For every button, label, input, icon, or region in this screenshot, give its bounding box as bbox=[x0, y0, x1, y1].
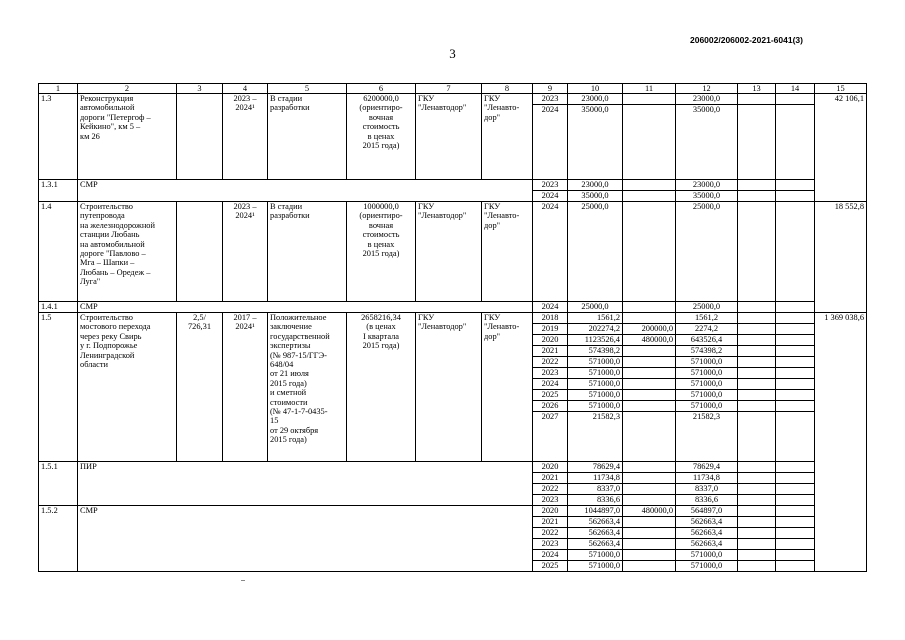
federal-cell bbox=[623, 484, 676, 495]
amount-cell: 574398,2 bbox=[568, 346, 623, 357]
empty-cell bbox=[776, 517, 815, 528]
federal-cell bbox=[623, 202, 676, 302]
table-row bbox=[39, 313, 867, 324]
column-header: 5 bbox=[268, 84, 347, 94]
regional-cell: 571000,0 bbox=[676, 390, 738, 401]
year-cell: 2020 bbox=[533, 462, 568, 473]
item-number: 1.5.2 bbox=[39, 506, 78, 572]
amount-cell: 21582,3 bbox=[568, 412, 623, 462]
year-cell: 2021 bbox=[533, 473, 568, 484]
object-name: СМР bbox=[78, 180, 533, 202]
empty-cell bbox=[738, 346, 776, 357]
amount-cell: 571000,0 bbox=[568, 390, 623, 401]
amount-cell: 562663,4 bbox=[568, 517, 623, 528]
year-cell: 2024 bbox=[533, 302, 568, 313]
empty-cell bbox=[776, 313, 815, 324]
empty-cell bbox=[738, 561, 776, 572]
regional-cell: 571000,0 bbox=[676, 401, 738, 412]
amount-cell: 23000,0 bbox=[568, 94, 623, 105]
amount-cell: 1044897,0 bbox=[568, 506, 623, 517]
empty-cell bbox=[738, 379, 776, 390]
item-number: 1.3.1 bbox=[39, 180, 78, 202]
empty-cell bbox=[776, 324, 815, 335]
table-row bbox=[39, 94, 867, 105]
empty-cell bbox=[776, 105, 815, 180]
table-row bbox=[39, 462, 867, 473]
amount-cell: 25000,0 bbox=[568, 302, 623, 313]
investment-table bbox=[38, 83, 867, 572]
empty-cell bbox=[738, 495, 776, 506]
amount-cell: 35000,0 bbox=[568, 105, 623, 180]
year-cell: 2023 bbox=[533, 180, 568, 191]
empty-cell bbox=[738, 539, 776, 550]
amount-cell: 571000,0 bbox=[568, 401, 623, 412]
total-cell: 1 369 038,6 bbox=[815, 313, 867, 572]
amount-cell: 11734,8 bbox=[568, 473, 623, 484]
empty-cell bbox=[776, 528, 815, 539]
year-cell: 2021 bbox=[533, 346, 568, 357]
empty-cell bbox=[776, 202, 815, 302]
empty-cell bbox=[738, 191, 776, 202]
regional-cell: 571000,0 bbox=[676, 357, 738, 368]
capacity-cell: 2,5/ 726,31 bbox=[177, 313, 223, 462]
empty-cell bbox=[776, 180, 815, 191]
years-cell: 2017 – 2024¹ bbox=[223, 313, 268, 462]
total-cell: 42 106,1 bbox=[815, 94, 867, 202]
empty-cell bbox=[738, 484, 776, 495]
stage-cell: В стадии разработки bbox=[268, 94, 347, 180]
year-cell: 2020 bbox=[533, 335, 568, 346]
column-header: 7 bbox=[416, 84, 482, 94]
regional-cell: 2274,2 bbox=[676, 324, 738, 335]
developer-cell: ГКУ "Ленавто- дор" bbox=[482, 313, 533, 462]
column-header: 4 bbox=[223, 84, 268, 94]
object-name: СМР bbox=[78, 506, 533, 572]
capacity-cell bbox=[177, 202, 223, 302]
year-cell: 2024 bbox=[533, 105, 568, 180]
table-row bbox=[39, 202, 867, 302]
amount-cell: 1561,2 bbox=[568, 313, 623, 324]
empty-cell bbox=[738, 313, 776, 324]
regional-cell: 1561,2 bbox=[676, 313, 738, 324]
year-cell: 2023 bbox=[533, 495, 568, 506]
column-header: 6 bbox=[347, 84, 416, 94]
federal-cell bbox=[623, 539, 676, 550]
regional-cell: 25000,0 bbox=[676, 202, 738, 302]
year-cell: 2024 bbox=[533, 379, 568, 390]
empty-cell bbox=[776, 346, 815, 357]
empty-cell bbox=[738, 368, 776, 379]
year-cell: 2022 bbox=[533, 528, 568, 539]
federal-cell bbox=[623, 462, 676, 473]
empty-cell bbox=[738, 517, 776, 528]
empty-cell bbox=[776, 561, 815, 572]
amount-cell: 571000,0 bbox=[568, 379, 623, 390]
column-header: 15 bbox=[815, 84, 867, 94]
column-header: 9 bbox=[533, 84, 568, 94]
object-name: Строительство мостового перехода через реку Свирь у г. Подпорожье Ленинградской области bbox=[78, 313, 177, 462]
year-cell: 2018 bbox=[533, 313, 568, 324]
year-cell: 2022 bbox=[533, 484, 568, 495]
empty-cell bbox=[738, 180, 776, 191]
page-number: 3 bbox=[449, 46, 456, 61]
year-cell: 2026 bbox=[533, 401, 568, 412]
regional-cell: 21582,3 bbox=[676, 412, 738, 462]
object-name: ПИР bbox=[78, 462, 533, 506]
amount-cell: 571000,0 bbox=[568, 357, 623, 368]
years-cell: 2023 – 2024¹ bbox=[223, 94, 268, 180]
federal-cell bbox=[623, 180, 676, 191]
developer-cell: ГКУ "Ленавто- дор" bbox=[482, 202, 533, 302]
empty-cell bbox=[738, 302, 776, 313]
year-cell: 2023 bbox=[533, 539, 568, 550]
year-cell: 2023 bbox=[533, 368, 568, 379]
cost-cell: 6200000,0 (ориентиро- вочная стоимость в ценах 2015 года) bbox=[347, 94, 416, 180]
year-cell: 2025 bbox=[533, 390, 568, 401]
regional-cell: 571000,0 bbox=[676, 561, 738, 572]
federal-cell bbox=[623, 528, 676, 539]
empty-cell bbox=[738, 94, 776, 105]
regional-cell: 562663,4 bbox=[676, 539, 738, 550]
federal-cell bbox=[623, 368, 676, 379]
regional-cell: 35000,0 bbox=[676, 105, 738, 180]
capacity-cell bbox=[177, 94, 223, 180]
empty-cell bbox=[776, 191, 815, 202]
year-cell: 2025 bbox=[533, 561, 568, 572]
cost-cell: 2658216,34 (в ценах I квартала 2015 года) bbox=[347, 313, 416, 462]
federal-cell bbox=[623, 313, 676, 324]
regional-cell: 562663,4 bbox=[676, 528, 738, 539]
regional-cell: 8336,6 bbox=[676, 495, 738, 506]
object-name: Реконструкция автомобильной дороги "Петергоф – Кейкино", км 5 – км 26 bbox=[78, 94, 177, 180]
regional-cell: 571000,0 bbox=[676, 379, 738, 390]
amount-cell: 1123526,4 bbox=[568, 335, 623, 346]
regional-cell: 11734,8 bbox=[676, 473, 738, 484]
empty-cell bbox=[738, 357, 776, 368]
amount-cell: 78629,4 bbox=[568, 462, 623, 473]
federal-cell bbox=[623, 346, 676, 357]
federal-cell bbox=[623, 517, 676, 528]
amount-cell: 202274,2 bbox=[568, 324, 623, 335]
cost-cell: 1000000,0 (ориентиро- вочная стоимость в ценах 2015 года) bbox=[347, 202, 416, 302]
years-cell: 2023 – 2024¹ bbox=[223, 202, 268, 302]
federal-cell bbox=[623, 401, 676, 412]
stage-cell: В стадии разработки bbox=[268, 202, 347, 302]
document-number: 206002/206002-2021-6041(3) bbox=[690, 35, 803, 45]
empty-cell bbox=[738, 412, 776, 462]
amount-cell: 23000,0 bbox=[568, 180, 623, 191]
customer-cell: ГКУ "Ленавтодор" bbox=[416, 202, 482, 302]
year-cell: 2019 bbox=[533, 324, 568, 335]
year-cell: 2020 bbox=[533, 506, 568, 517]
federal-cell bbox=[623, 561, 676, 572]
year-cell: 2022 bbox=[533, 357, 568, 368]
amount-cell: 571000,0 bbox=[568, 368, 623, 379]
column-header: 14 bbox=[776, 84, 815, 94]
federal-cell bbox=[623, 357, 676, 368]
empty-cell bbox=[776, 495, 815, 506]
empty-cell bbox=[776, 484, 815, 495]
column-header: 10 bbox=[568, 84, 623, 94]
object-name: СМР bbox=[78, 302, 533, 313]
regional-cell: 35000,0 bbox=[676, 191, 738, 202]
regional-cell: 571000,0 bbox=[676, 550, 738, 561]
federal-cell bbox=[623, 550, 676, 561]
regional-cell: 643526,4 bbox=[676, 335, 738, 346]
amount-cell: 562663,4 bbox=[568, 539, 623, 550]
item-number: 1.5 bbox=[39, 313, 78, 462]
federal-cell bbox=[623, 94, 676, 105]
customer-cell: ГКУ "Ленавтодор" bbox=[416, 94, 482, 180]
amount-cell: 8337,0 bbox=[568, 484, 623, 495]
empty-cell bbox=[738, 401, 776, 412]
object-name: Строительство путепровода на железнодорожной станции Любань на автомобильной дороге "Павлово – Мга – Шапки – Любань – Оредеж – Луга" bbox=[78, 202, 177, 302]
stage-cell: Положительное заключение государственной экспертизы (№ 987-15/ГГЭ- 648/04 от 21 июля 2015 года) и сметной стоимости (№ 47-1-7-0435- 15 от 29 октября 2015 года) bbox=[268, 313, 347, 462]
column-number-row bbox=[39, 84, 867, 94]
regional-cell: 8337,0 bbox=[676, 484, 738, 495]
federal-cell bbox=[623, 390, 676, 401]
empty-cell bbox=[776, 412, 815, 462]
empty-cell bbox=[738, 550, 776, 561]
federal-cell: 200000,0 bbox=[623, 324, 676, 335]
column-header: 13 bbox=[738, 84, 776, 94]
scan-mark bbox=[241, 580, 245, 581]
total-cell: 18 552,8 bbox=[815, 202, 867, 313]
empty-cell bbox=[738, 202, 776, 302]
regional-cell: 25000,0 bbox=[676, 302, 738, 313]
column-header: 3 bbox=[177, 84, 223, 94]
empty-cell bbox=[776, 335, 815, 346]
year-cell: 2024 bbox=[533, 191, 568, 202]
column-header: 1 bbox=[39, 84, 78, 94]
empty-cell bbox=[738, 528, 776, 539]
federal-cell bbox=[623, 302, 676, 313]
column-header: 11 bbox=[623, 84, 676, 94]
empty-cell bbox=[738, 335, 776, 346]
empty-cell bbox=[776, 390, 815, 401]
regional-cell: 574398,2 bbox=[676, 346, 738, 357]
empty-cell bbox=[776, 539, 815, 550]
year-cell: 2024 bbox=[533, 202, 568, 302]
column-header: 12 bbox=[676, 84, 738, 94]
amount-cell: 35000,0 bbox=[568, 191, 623, 202]
regional-cell: 23000,0 bbox=[676, 94, 738, 105]
developer-cell: ГКУ "Ленавто- дор" bbox=[482, 94, 533, 180]
empty-cell bbox=[776, 357, 815, 368]
federal-cell bbox=[623, 412, 676, 462]
customer-cell: ГКУ "Ленавтодор" bbox=[416, 313, 482, 462]
column-header: 8 bbox=[482, 84, 533, 94]
empty-cell bbox=[776, 379, 815, 390]
federal-cell: 480000,0 bbox=[623, 335, 676, 346]
empty-cell bbox=[776, 506, 815, 517]
federal-cell bbox=[623, 105, 676, 180]
empty-cell bbox=[776, 401, 815, 412]
amount-cell: 562663,4 bbox=[568, 528, 623, 539]
empty-cell bbox=[776, 462, 815, 473]
federal-cell bbox=[623, 379, 676, 390]
regional-cell: 571000,0 bbox=[676, 368, 738, 379]
item-number: 1.3 bbox=[39, 94, 78, 180]
federal-cell bbox=[623, 473, 676, 484]
empty-cell bbox=[738, 506, 776, 517]
federal-cell bbox=[623, 495, 676, 506]
empty-cell bbox=[738, 324, 776, 335]
item-number: 1.4 bbox=[39, 202, 78, 302]
year-cell: 2024 bbox=[533, 550, 568, 561]
empty-cell bbox=[776, 550, 815, 561]
year-cell: 2027 bbox=[533, 412, 568, 462]
year-cell: 2021 bbox=[533, 517, 568, 528]
empty-cell bbox=[738, 390, 776, 401]
amount-cell: 571000,0 bbox=[568, 550, 623, 561]
regional-cell: 23000,0 bbox=[676, 180, 738, 191]
regional-cell: 562663,4 bbox=[676, 517, 738, 528]
item-number: 1.5.1 bbox=[39, 462, 78, 506]
amount-cell: 8336,6 bbox=[568, 495, 623, 506]
year-cell: 2023 bbox=[533, 94, 568, 105]
empty-cell bbox=[776, 302, 815, 313]
empty-cell bbox=[776, 368, 815, 379]
item-number: 1.4.1 bbox=[39, 302, 78, 313]
regional-cell: 564897,0 bbox=[676, 506, 738, 517]
column-header: 2 bbox=[78, 84, 177, 94]
empty-cell bbox=[776, 473, 815, 484]
federal-cell: 480000,0 bbox=[623, 506, 676, 517]
empty-cell bbox=[738, 462, 776, 473]
amount-cell: 571000,0 bbox=[568, 561, 623, 572]
table-row bbox=[39, 180, 867, 191]
table-row bbox=[39, 506, 867, 517]
regional-cell: 78629,4 bbox=[676, 462, 738, 473]
federal-cell bbox=[623, 191, 676, 202]
amount-cell: 25000,0 bbox=[568, 202, 623, 302]
empty-cell bbox=[738, 473, 776, 484]
table-row bbox=[39, 302, 867, 313]
empty-cell bbox=[776, 94, 815, 105]
empty-cell bbox=[738, 105, 776, 180]
